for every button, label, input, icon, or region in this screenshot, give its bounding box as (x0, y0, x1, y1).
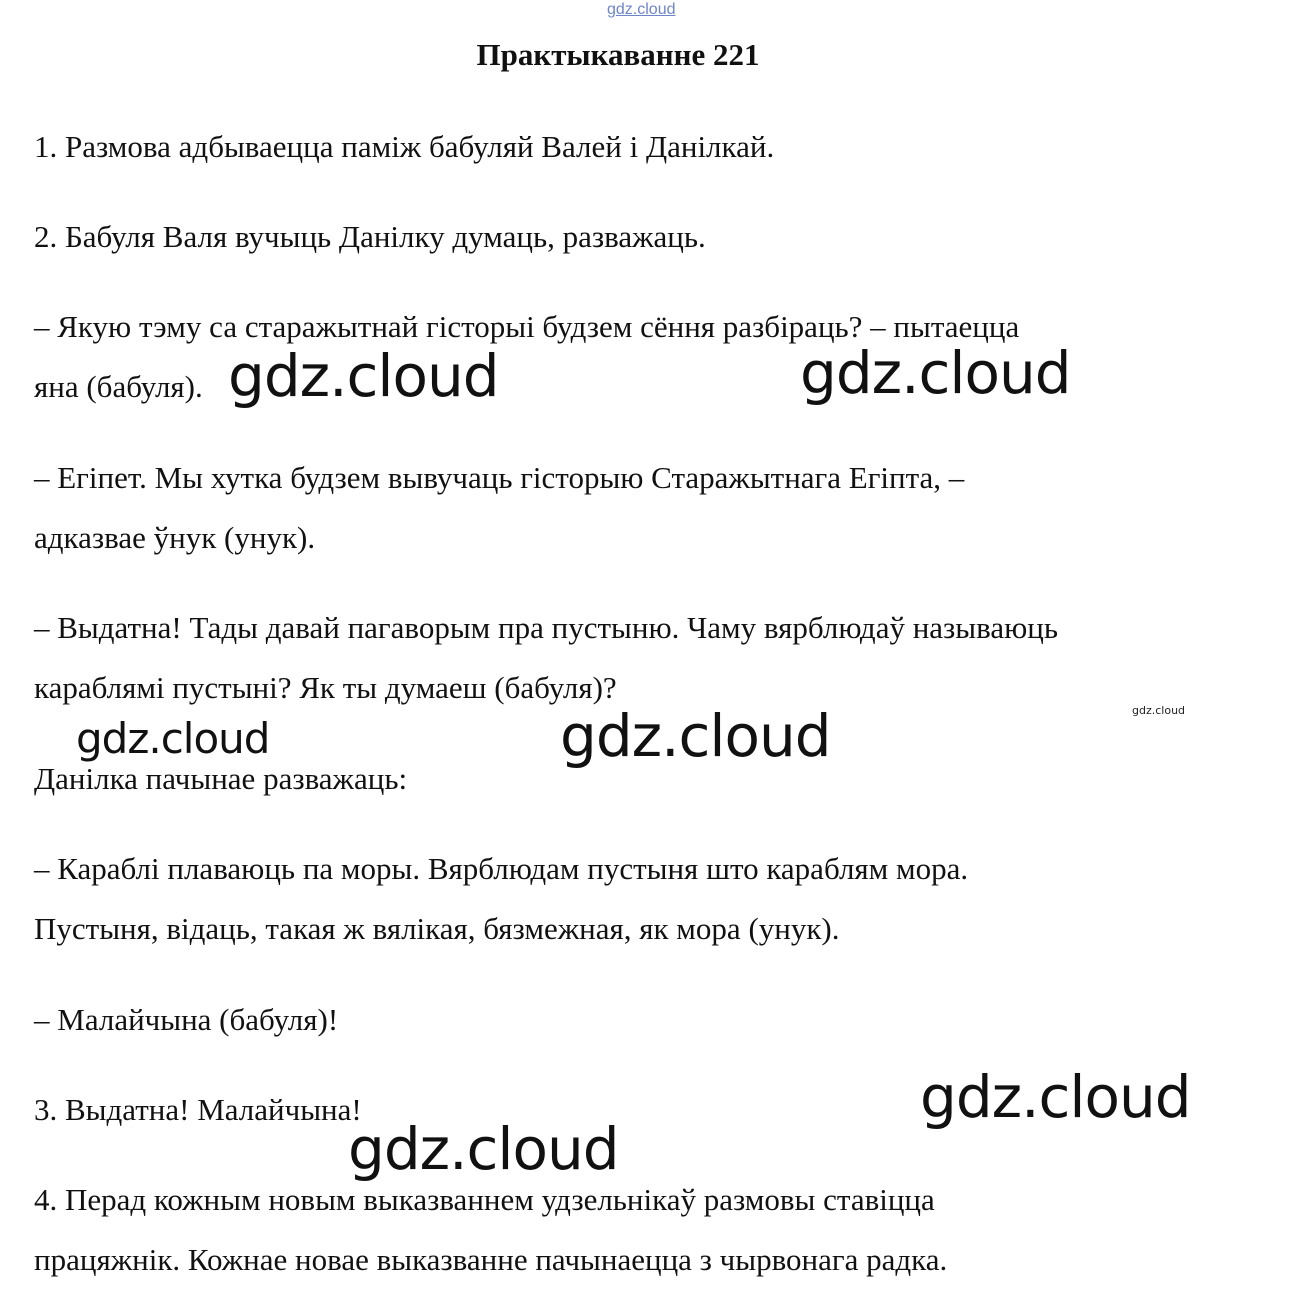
answer-line-1: 1. Размова адбываецца паміж бабуляй Валей і Данілкай. (34, 129, 775, 164)
dialogue-line-1a: – Якую тэму са старажытнай гісторыі будзем сёння разбіраць? – пытаецца (34, 309, 1020, 344)
page-title: Практыкаванне 221 (476, 37, 760, 72)
answer-line-4a: 4. Перад кожным новым выказваннем удзельнікаў размовы ставіцца (34, 1182, 935, 1217)
dialogue-line-3b: караблямі пустыні? Як ты думаеш (бабуля)? (34, 670, 617, 705)
dialogue-line-2b: адказвае ўнук (унук). (34, 520, 316, 555)
dialogue-line-6: – Малайчына (бабуля)! (34, 1002, 339, 1037)
watermark-logo: gdz.cloud (1132, 704, 1186, 717)
watermark-logo: gdz.cloud (228, 342, 499, 410)
watermark-logo: gdz.cloud (76, 714, 270, 763)
answer-line-4b: працяжнік. Кожнае новае выказванне пачынаецца з чырвонага радка. (34, 1242, 948, 1277)
watermark-logo: gdz.cloud (560, 702, 831, 770)
dialogue-line-5a: – Караблі плаваюць па моры. Вярблюдам пустыня што караблям мора. (34, 851, 969, 886)
dialogue-line-4: Данілка пачынае разважаць: (34, 761, 408, 796)
answer-line-3: 3. Выдатна! Малайчына! (34, 1092, 362, 1127)
site-link[interactable]: gdz.cloud (607, 1, 676, 18)
dialogue-line-5b: Пустыня, відаць, такая ж вялікая, бязмежная, як мора (унук). (34, 911, 840, 946)
watermark-logo: gdz.cloud (348, 1115, 619, 1183)
dialogue-line-1b: яна (бабуля). (34, 369, 203, 404)
watermark-logo: gdz.cloud (920, 1063, 1191, 1131)
dialogue-line-2a: – Егіпет. Мы хутка будзем вывучаць гісторыю Старажытнага Егіпта, – (34, 460, 965, 495)
dialogue-line-3a: – Выдатна! Тады давай пагаворым пра пустыню. Чаму вярблюдаў называюць (34, 610, 1058, 645)
answer-line-2: 2. Бабуля Валя вучыць Данілку думаць, разважаць. (34, 219, 706, 254)
watermark-logo: gdz.cloud (800, 339, 1071, 407)
